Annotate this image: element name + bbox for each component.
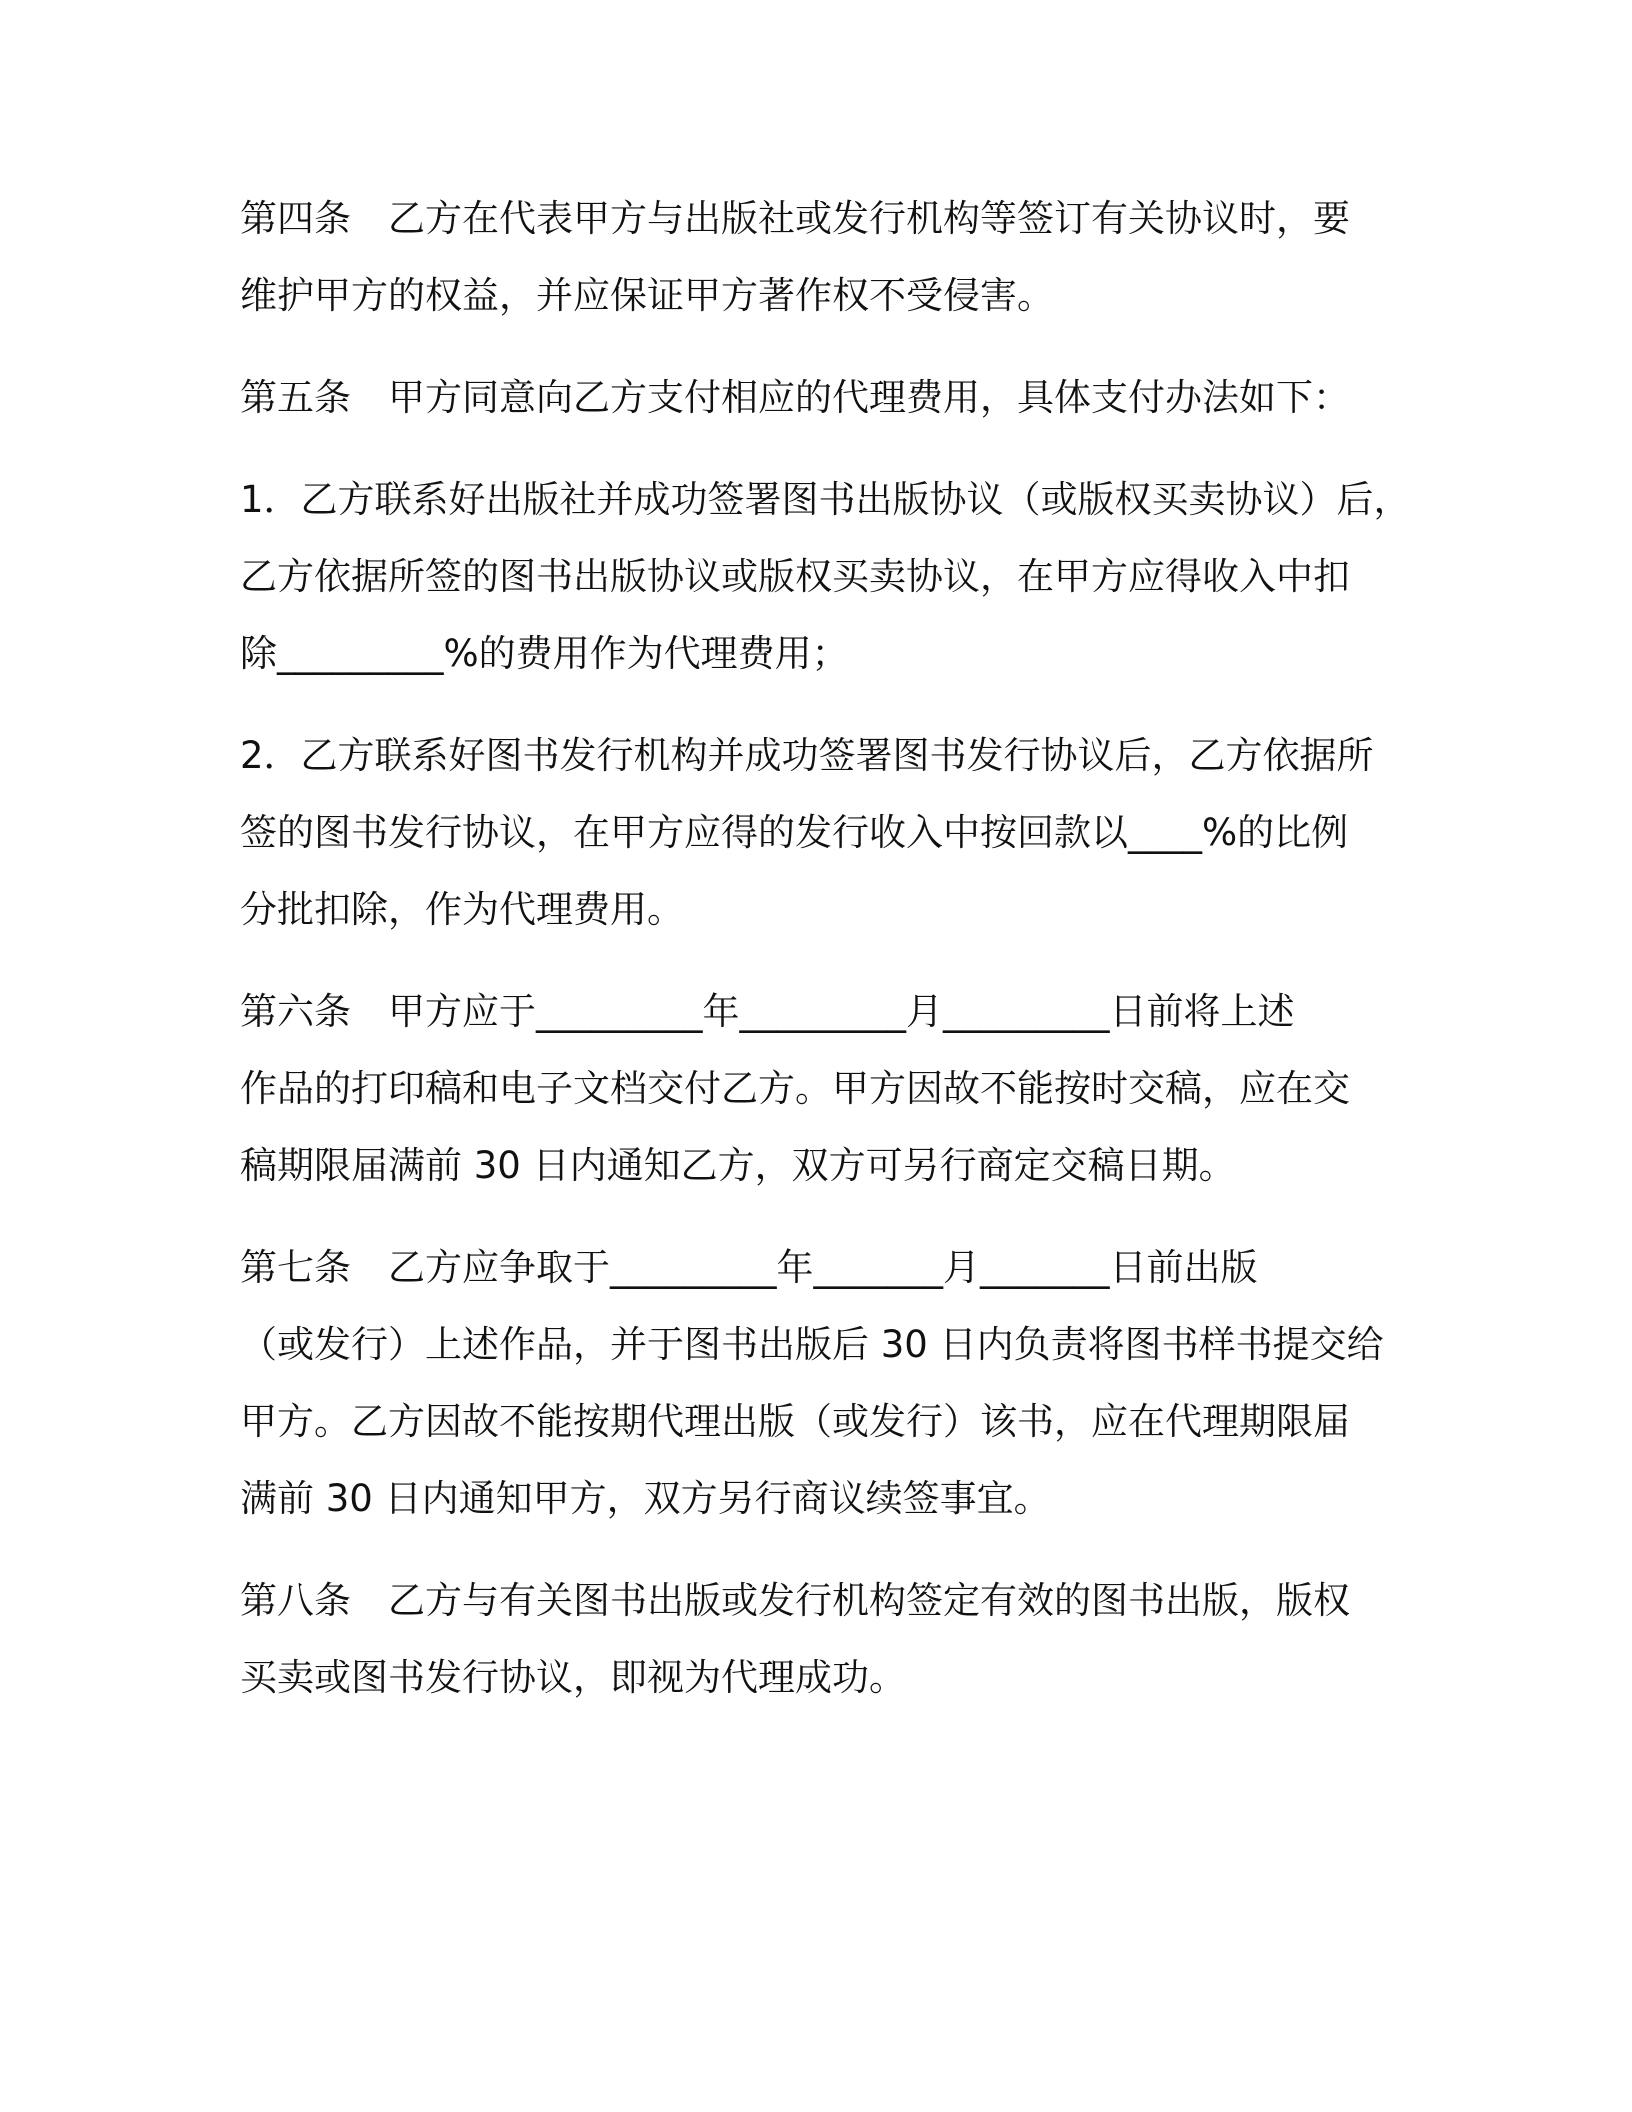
article-6-line-1: 第六条 甲方应于_________年_________月_________日前将上述 (240, 990, 1295, 1033)
article-6-line-2: 作品的打印稿和电子文档交付乙方。甲方因故不能按时交稿，应在交 (240, 1067, 1350, 1110)
document-page (240, 0, 1411, 2112)
article-5-line-1: 第五条 甲方同意向乙方支付相应的代理费用，具体支付办法如下： (240, 376, 1350, 419)
item-1-line-1: 1．乙方联系好出版社并成功签署图书出版协议（或版权买卖协议）后， (240, 478, 1411, 521)
article-6-line-3: 稿期限届满前 30 日内通知乙方，双方可另行商定交稿日期。 (240, 1144, 1236, 1187)
article-7-line-1: 第七条 乙方应争取于_________年_______月_______日前出版 (240, 1246, 1258, 1289)
item-1-line-3: 除_________%的费用作为代理费用； (240, 632, 849, 675)
item-2-line-3: 分批扣除，作为代理费用。 (240, 888, 684, 931)
item-2-line-1: 2．乙方联系好图书发行机构并成功签署图书发行协议后，乙方依据所 (240, 734, 1374, 777)
article-7-line-3: 甲方。乙方因故不能按期代理出版（或发行）该书，应在代理期限届 (240, 1400, 1350, 1443)
article-7-line-4: 满前 30 日内通知甲方，双方另行商议续签事宜。 (240, 1477, 1051, 1520)
article-4-line-1: 第四条 乙方在代表甲方与出版社或发行机构等签订有关协议时，要 (240, 197, 1350, 240)
item-2-line-2: 签的图书发行协议，在甲方应得的发行收入中按回款以____%的比例 (240, 811, 1349, 854)
item-1-line-2: 乙方依据所签的图书出版协议或版权买卖协议，在甲方应得收入中扣 (240, 555, 1350, 598)
article-4-line-2: 维护甲方的权益，并应保证甲方著作权不受侵害。 (240, 274, 1054, 317)
article-8-line-2: 买卖或图书发行协议，即视为代理成功。 (240, 1656, 906, 1699)
article-7-line-2: （或发行）上述作品，并于图书出版后 30 日内负责将图书样书提交给 (240, 1323, 1384, 1366)
article-8-line-1: 第八条 乙方与有关图书出版或发行机构签定有效的图书出版，版权 (240, 1579, 1350, 1622)
